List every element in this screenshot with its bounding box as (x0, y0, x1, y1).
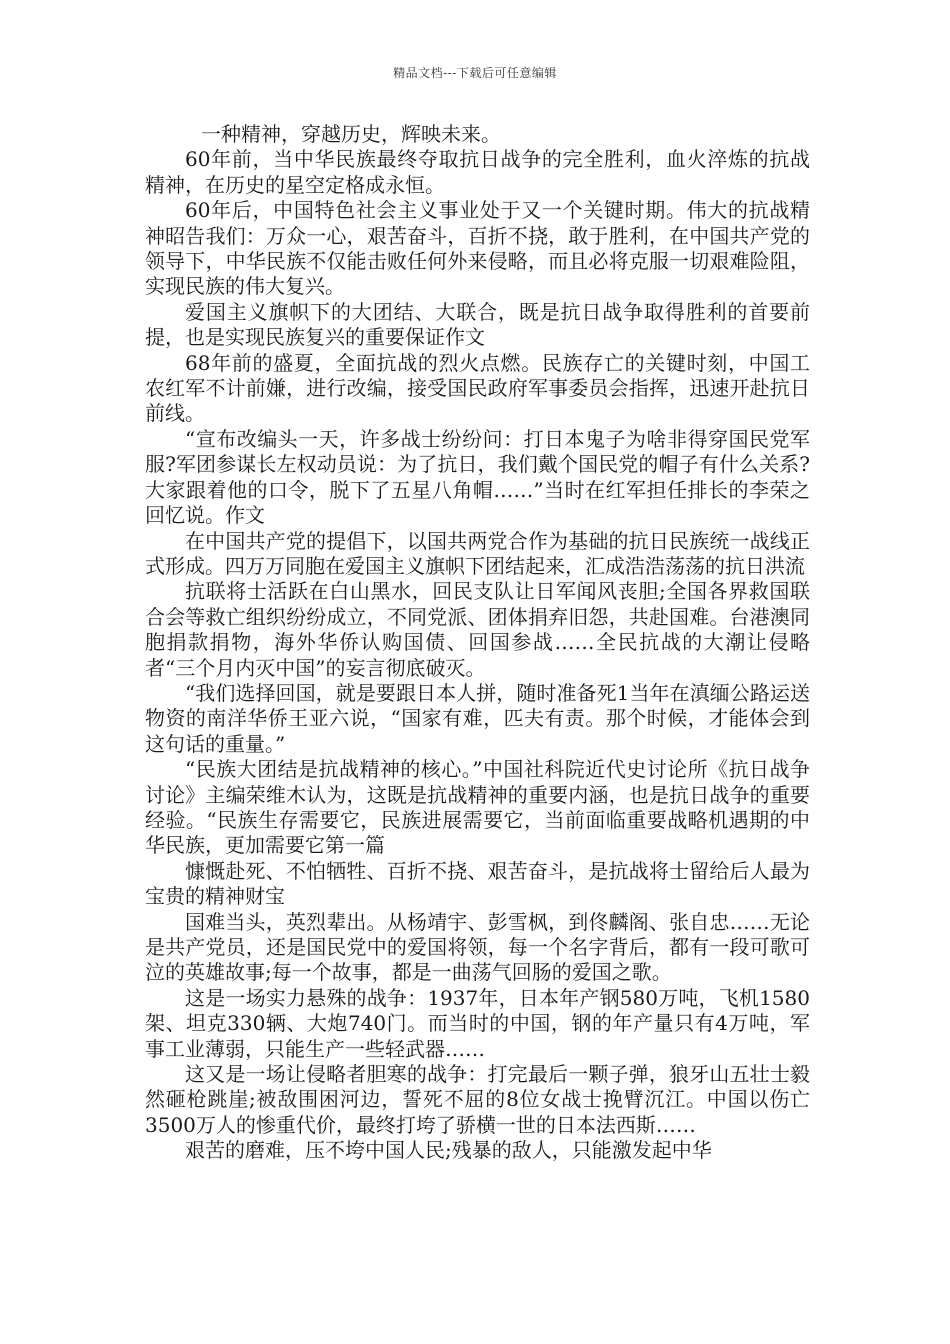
paragraph: “民族大团结是抗战精神的核心。”中国社科院近代史讨论所《抗日战争讨论》主编荣维木认为，这既是抗战精神的重要内涵，也是抗日战争的重要经验。“民族生存需要它，民族进展需要它，当前面临重要战略机遇期的中华民族，更加需要它第一篇 (145, 757, 810, 858)
paragraph: 国难当头，英烈辈出。从杨靖宇、彭雪枫，到佟麟阁、张自忠……无论是共产党员，还是国民党中的爱国将领，每一个名字背后，都有一段可歌可泣的英雄故事;每一个故事，都是一曲荡气回肠的爱国之歌。 (145, 909, 810, 985)
paragraph: 60年后，中国特色社会主义事业处于又一个关键时期。伟大的抗战精神昭告我们：万众一心，艰苦奋斗，百折不挠，敢于胜利，在中国共产党的领导下，中华民族不仅能击败任何外来侵略，而且必将克服一切艰难险阻，实现民族的伟大复兴。 (145, 198, 810, 299)
paragraph: 60年前，当中华民族最终夺取抗日战争的完全胜利，血火淬炼的抗战精神，在历史的星空定格成永恒。 (145, 147, 810, 197)
paragraph: 爱国主义旗帜下的大团结、大联合，既是抗日战争取得胜利的首要前提，也是实现民族复兴的重要保证作文 (145, 299, 810, 350)
paragraph: “宣布改编头一天，许多战士纷纷问：打日本鬼子为啥非得穿国民党军服?军团参谋长左权动员说：为了抗日，我们戴个国民党的帽子有什么关系?大家跟着他的口令，脱下了五星八角帽……”当时在红军担任排长的李荣之回忆说。作文 (145, 426, 810, 528)
paragraph: 艰苦的磨难，压不垮中国人民;残暴的敌人，只能激发起中华 (185, 1138, 712, 1163)
page-header: 精品文档---下载后可任意编辑 (393, 66, 557, 80)
paragraph: 这又是一场让侵略者胆寒的战争：打完最后一颗子弹，狼牙山五壮士毅然砸枪跳崖;被敌围困河边，誓死不屈的8位女战士挽臂沉江。中国以伤亡3500万人的惨重代价，最终打垮了骄横一世的日本法西斯…… (145, 1062, 810, 1137)
paragraph: 在中国共产党的提倡下，以国共两党合作为基础的抗日民族统一战线正式形成。四万万同胞在爱国主义旗帜下团结起来，汇成浩浩荡荡的抗日洪流 (145, 528, 810, 578)
paragraph: “我们选择回国，就是要跟日本人拼，随时准备死1当年在滇缅公路运送物资的南洋华侨王亚六说，“国家有难，匹夫有责。那个时候，才能体会到这句话的重量。” (145, 680, 810, 756)
paragraph: 慷慨赴死、不怕牺牲、百折不挠、艰苦奋斗，是抗战将士留给后人最为宝贵的精神财宝 (145, 858, 810, 909)
paragraph: 68年前的盛夏，全面抗战的烈火点燃。民族存亡的关键时刻，中国工农红军不计前嫌，进行改编，接受国民政府军事委员会指挥，迅速开赴抗日前线。 (145, 350, 810, 426)
document-body (145, 122, 810, 1164)
paragraph: 抗联将士活跃在白山黑水，回民支队让日军闻风丧胆;全国各界救国联合会等救亡组织纷纷成立，不同党派、团体捐弃旧怨，共赴国难。台港澳同胞捐款捐物，海外华侨认购国债、回国参战……全民抗战的大潮让侵略者“三个月内灭中国”的妄言彻底破灭。 (145, 579, 810, 680)
paragraph: 这是一场实力悬殊的战争：1937年，日本年产钢580万吨，飞机1580架、坦克330辆、大炮740门。而当时的中国，钢的年产量只有4万吨，军事工业薄弱，只能生产一些轻武器…… (145, 985, 810, 1061)
paragraph: 一种精神，穿越历史，辉映未来。 (201, 122, 501, 146)
